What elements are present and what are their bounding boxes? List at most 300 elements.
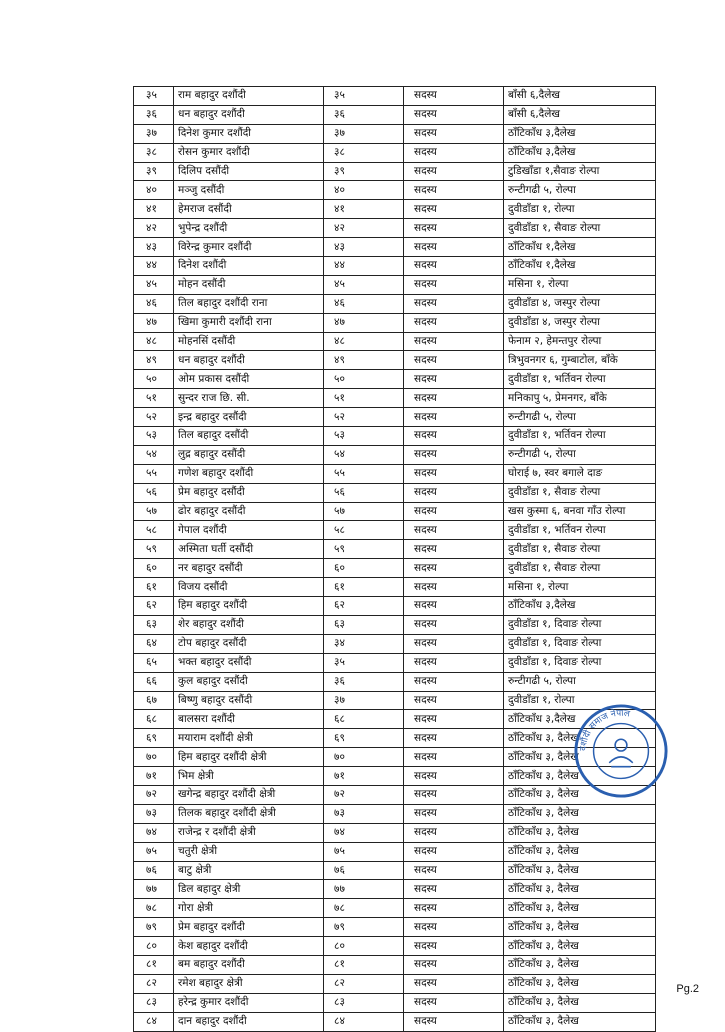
member-name-cell: इन्द्र बहादुर दसौंदी [174,408,324,427]
member-number-cell: ८३ [324,993,404,1012]
address-cell: ठाँटिकाँध ३, दैलेख [504,823,656,842]
member-number-cell: ७८ [324,899,404,918]
role-cell: सदस्य [404,332,504,351]
role-cell: सदस्य [404,445,504,464]
member-number-cell: ३८ [324,143,404,162]
table-row [134,162,656,181]
serial-number-cell: ४५ [134,275,174,294]
table-row [134,275,656,294]
table-row [134,105,656,124]
member-name-cell: सुन्दर राज छि. सी. [174,389,324,408]
member-number-cell: ७१ [324,767,404,786]
member-number-cell: ७४ [324,823,404,842]
role-cell: सदस्य [404,483,504,502]
table-row [134,181,656,200]
member-name-cell: खिमा कुमारी दशौंदी राना [174,313,324,332]
table-row [134,408,656,427]
member-name-cell: हिम बहादुर दशौंदी क्षेत्री [174,748,324,767]
member-number-cell: ६८ [324,710,404,729]
table-row [134,823,656,842]
serial-number-cell: ५४ [134,445,174,464]
role-cell: सदस्य [404,729,504,748]
serial-number-cell: ६७ [134,691,174,710]
serial-number-cell: ३८ [134,143,174,162]
role-cell: सदस्य [404,464,504,483]
member-name-cell: गणेश बहादुर दशौंदी [174,464,324,483]
address-cell: त्रिभुवनगर ६, गुम्बाटोल, बाँके [504,351,656,370]
member-number-cell: ३७ [324,691,404,710]
table-row [134,842,656,861]
address-cell: दुवीडाँडा १, सैवाङ रोल्पा [504,559,656,578]
role-cell: सदस्य [404,597,504,616]
member-name-cell: तिलक बहादुर दशौंदी क्षेत्री [174,804,324,823]
address-cell: मसिना १, रोल्पा [504,578,656,597]
member-number-cell: ४८ [324,332,404,351]
member-name-cell: नर बहादुर दसौंदी [174,559,324,578]
member-number-cell: ५१ [324,389,404,408]
role-cell: सदस्य [404,880,504,899]
serial-number-cell: ४१ [134,200,174,219]
address-cell: बाँसी ६,दैलेख [504,105,656,124]
role-cell: सदस्य [404,351,504,370]
member-name-cell: लुद्र बहादुर दसौंदी [174,445,324,464]
serial-number-cell: ७३ [134,804,174,823]
address-cell: घोराई ७, स्वर बगाले दाङ [504,464,656,483]
member-number-cell: ५६ [324,483,404,502]
table-row [134,918,656,937]
address-cell: रुन्टीगढी ५, रोल्पा [504,408,656,427]
member-name-cell: बाटु क्षेत्री [174,861,324,880]
role-cell: सदस्य [404,370,504,389]
address-cell: ठाँटिकाँध ३, दैलेख [504,842,656,861]
table-row [134,880,656,899]
table-row [134,427,656,446]
member-name-cell: चतुरी क्षेत्री [174,842,324,861]
role-cell: सदस्य [404,408,504,427]
member-name-cell: हरेन्द्र कुमार दशौंदी [174,993,324,1012]
role-cell: सदस्य [404,918,504,937]
member-name-cell: गोरा क्षेत्री [174,899,324,918]
serial-number-cell: ५८ [134,521,174,540]
role-cell: सदस्य [404,313,504,332]
table-row [134,974,656,993]
address-cell: ठाँटिकाँध ३, दैलेख [504,767,656,786]
serial-number-cell: ६१ [134,578,174,597]
serial-number-cell: ८४ [134,1012,174,1031]
address-cell: दुवीडाँडा १, दिवाङ रोल्पा [504,634,656,653]
member-name-cell: धन बहादुर दशौंदी [174,105,324,124]
address-cell: ठाँटिकाँध ३, दैलेख [504,804,656,823]
serial-number-cell: ८० [134,937,174,956]
table-row [134,521,656,540]
serial-number-cell: ६४ [134,634,174,653]
serial-number-cell: ५५ [134,464,174,483]
serial-number-cell: ५३ [134,427,174,446]
address-cell: दुवीडाँडा १, भर्तिवन रोल्पा [504,521,656,540]
member-name-cell: भुपेन्द्र दशौंदी [174,219,324,238]
member-name-cell: मोहनसिं दसौंदी [174,332,324,351]
member-number-cell: ४९ [324,351,404,370]
role-cell: सदस्य [404,275,504,294]
address-cell: ठाँटिकाँध ३,दैलेख [504,124,656,143]
role-cell: सदस्य [404,578,504,597]
serial-number-cell: ५१ [134,389,174,408]
address-cell: दुवीडाँडा १, भर्तिवन रोल्पा [504,370,656,389]
member-number-cell: ८१ [324,955,404,974]
member-number-cell: ५४ [324,445,404,464]
table-row [134,955,656,974]
member-number-cell: ३४ [324,634,404,653]
table-row [134,597,656,616]
stamp-emblem-icon [609,739,633,766]
address-cell: ठाँटिकाँध ३, दैलेख [504,1012,656,1031]
member-name-cell: भिम क्षेत्री [174,767,324,786]
member-number-cell: ४२ [324,219,404,238]
table-row [134,370,656,389]
serial-number-cell: ७७ [134,880,174,899]
serial-number-cell: ६२ [134,597,174,616]
serial-number-cell: ४९ [134,351,174,370]
address-cell: ठाँटिकाँध ३, दैलेख [504,785,656,804]
role-cell: सदस्य [404,427,504,446]
role-cell: सदस्य [404,653,504,672]
role-cell: सदस्य [404,502,504,521]
member-number-cell: ४६ [324,294,404,313]
address-cell: दुवीडाँडा १, सैवाङ रोल्पा [504,483,656,502]
address-cell: दुवीडाँडा १, सैवाङ रोल्पा [504,219,656,238]
table-row [134,200,656,219]
member-name-cell: दिनेश कुमार दशौंदी [174,124,324,143]
member-number-cell: ४० [324,181,404,200]
role-cell: सदस्य [404,785,504,804]
member-name-cell: शेर बहादुर दशौंदी [174,615,324,634]
role-cell: सदस्य [404,87,504,106]
role-cell: सदस्य [404,124,504,143]
member-name-cell: रोसन कुमार दशौंदी [174,143,324,162]
table-row [134,351,656,370]
member-number-cell: ५० [324,370,404,389]
table-row [134,861,656,880]
serial-number-cell: ८१ [134,955,174,974]
serial-number-cell: ४८ [134,332,174,351]
table-row [134,1012,656,1031]
member-number-cell: ६३ [324,615,404,634]
member-number-cell: ४५ [324,275,404,294]
table-row [134,653,656,672]
address-cell: फेनाम २, हेमन्तपुर रोल्पा [504,332,656,351]
serial-number-cell: ८२ [134,974,174,993]
address-cell: ठाँटिकाँध ३, दैलेख [504,748,656,767]
table-row [134,993,656,1012]
member-name-cell: राम बहादुर दशौंदी [174,87,324,106]
member-number-cell: ७३ [324,804,404,823]
address-cell: ठाँटिकाँध ३,दैलेख [504,597,656,616]
address-cell: ठाँटिकाँध ३, दैलेख [504,729,656,748]
member-number-cell: ५७ [324,502,404,521]
member-name-cell: ओम प्रकास दसौंदी [174,370,324,389]
table-row [134,615,656,634]
role-cell: सदस्य [404,748,504,767]
member-rows [134,87,656,1032]
serial-number-cell: ४३ [134,238,174,257]
role-cell: सदस्य [404,257,504,276]
address-cell: मसिना १, रोल्पा [504,275,656,294]
member-number-cell: ७९ [324,918,404,937]
table-row [134,464,656,483]
member-name-cell: धन बहादुर दशौंदी [174,351,324,370]
address-cell: रुन्टीगढी ५, रोल्पा [504,672,656,691]
role-cell: सदस्य [404,767,504,786]
serial-number-cell: ६६ [134,672,174,691]
address-cell: ठाँटिकाँध ३, दैलेख [504,918,656,937]
table-row [134,445,656,464]
role-cell: सदस्य [404,861,504,880]
member-name-cell: रमेश बहादुर क्षेत्री [174,974,324,993]
role-cell: सदस्य [404,634,504,653]
role-cell: सदस्य [404,540,504,559]
role-cell: सदस्य [404,559,504,578]
table-row [134,313,656,332]
member-number-cell: ४३ [324,238,404,257]
member-name-cell: प्रेम बहादुर दसौंदी [174,483,324,502]
address-cell: ठाँटिकाँध १,दैलेख [504,238,656,257]
member-number-cell: ८२ [324,974,404,993]
page-number: Pg.2 [676,983,699,995]
member-name-cell: केश बहादुर दशौंदी [174,937,324,956]
role-cell: सदस्य [404,993,504,1012]
serial-number-cell: ३७ [134,124,174,143]
table-row [134,899,656,918]
member-name-cell: मोहन दसौंदी [174,275,324,294]
address-cell: दुवीडाँडा १, सैवाङ रोल्पा [504,540,656,559]
table-row [134,502,656,521]
member-number-cell: ८० [324,937,404,956]
address-cell: ठाँटिकाँध ३, दैलेख [504,955,656,974]
member-number-cell: ७७ [324,880,404,899]
address-cell: बाँसी ६,दैलेख [504,87,656,106]
table-row [134,483,656,502]
address-cell: खस कुस्मा ६, बनवा गाँउ रोल्पा [504,502,656,521]
role-cell: सदस्य [404,842,504,861]
serial-number-cell: ७८ [134,899,174,918]
table-row [134,804,656,823]
serial-number-cell: ५० [134,370,174,389]
role-cell: सदस्य [404,219,504,238]
address-cell: दुवीडाँडा १, रोल्पा [504,200,656,219]
member-name-cell: खगेन्द्र बहादुर दशौंदी क्षेत्री [174,785,324,804]
serial-number-cell: ७१ [134,767,174,786]
address-cell: दुवीडाँडा १, दिवाङ रोल्पा [504,653,656,672]
table-row [134,238,656,257]
role-cell: सदस्य [404,823,504,842]
address-cell: दुवीडाँडा १, भर्तिवन रोल्पा [504,427,656,446]
role-cell: सदस्य [404,200,504,219]
address-cell: ठाँटिकाँध ३,दैलेख [504,710,656,729]
member-number-cell: ३९ [324,162,404,181]
serial-number-cell: ५७ [134,502,174,521]
member-name-cell: ढोर बहादुर दसौंदी [174,502,324,521]
member-number-cell: ७२ [324,785,404,804]
address-cell: दुवीडाँडा ४, जस्पुर रोल्पा [504,294,656,313]
serial-number-cell: ६० [134,559,174,578]
role-cell: सदस्य [404,181,504,200]
address-cell: रुन्टीगढी ५, रोल्पा [504,181,656,200]
role-cell: सदस्य [404,804,504,823]
table-row [134,634,656,653]
member-number-cell: ६९ [324,729,404,748]
member-number-cell: ४१ [324,200,404,219]
member-name-cell: कुल बहादुर दसौंदी [174,672,324,691]
role-cell: सदस्य [404,615,504,634]
serial-number-cell: ७९ [134,918,174,937]
table-row [134,540,656,559]
serial-number-cell: ५९ [134,540,174,559]
serial-number-cell: ७५ [134,842,174,861]
member-number-cell: ७५ [324,842,404,861]
serial-number-cell: ७६ [134,861,174,880]
role-cell: सदस्य [404,937,504,956]
member-name-cell: डिल बहादुर क्षेत्री [174,880,324,899]
serial-number-cell: ५६ [134,483,174,502]
table-row [134,937,656,956]
address-cell: ठाँटिकाँध ३, दैलेख [504,861,656,880]
table-row [134,332,656,351]
member-number-cell: ५३ [324,427,404,446]
member-name-cell: विरेन्द्र कुमार दशौंदी [174,238,324,257]
member-name-cell: अस्मिता घर्ती दसौंदी [174,540,324,559]
serial-number-cell: ६५ [134,653,174,672]
role-cell: सदस्य [404,238,504,257]
role-cell: सदस्य [404,974,504,993]
role-cell: सदस्य [404,143,504,162]
member-number-cell: ७६ [324,861,404,880]
address-cell: मनिकापु ५, प्रेमनगर, बाँके [504,389,656,408]
role-cell: सदस्य [404,105,504,124]
member-name-cell: बालसरा दशौंदी [174,710,324,729]
address-cell: ठाँटिकाँध ३, दैलेख [504,993,656,1012]
serial-number-cell: ४४ [134,257,174,276]
serial-number-cell: ७४ [134,823,174,842]
role-cell: सदस्य [404,672,504,691]
serial-number-cell: ४७ [134,313,174,332]
member-number-cell: ५९ [324,540,404,559]
member-name-cell: बिष्णु बहादुर दसौंदी [174,691,324,710]
table-row [134,672,656,691]
member-name-cell: दिनेश दशौंदी [174,257,324,276]
member-number-cell: ३७ [324,124,404,143]
member-name-cell: बम बहादुर दशौंदी [174,955,324,974]
member-name-cell: तिल बहादुर दशौंदी राना [174,294,324,313]
role-cell: सदस्य [404,162,504,181]
serial-number-cell: ६९ [134,729,174,748]
member-number-cell: ६१ [324,578,404,597]
member-name-cell: दान बहादुर दशौंदी [174,1012,324,1031]
serial-number-cell: ६३ [134,615,174,634]
role-cell: सदस्य [404,1012,504,1031]
serial-number-cell: ४६ [134,294,174,313]
member-name-cell: भक्त बहादुर दसौंदी [174,653,324,672]
member-name-cell: दिलिप दसौंदी [174,162,324,181]
table-row [134,389,656,408]
role-cell: सदस्य [404,691,504,710]
member-table [133,86,656,1032]
table-row [134,294,656,313]
role-cell: सदस्य [404,521,504,540]
member-name-cell: हेमराज दसौंदी [174,200,324,219]
address-cell: टुडिखाँडा १,सैवाङ रोल्पा [504,162,656,181]
table-row [134,124,656,143]
member-number-cell: ७० [324,748,404,767]
member-name-cell: मञ्जु दसौंदी [174,181,324,200]
member-number-cell: ५२ [324,408,404,427]
stamp-text: दशौंदी समाज नेपाल [578,708,631,752]
member-name-cell: तिल बहादुर दसौंदी [174,427,324,446]
member-name-cell: विजय दसौंदी [174,578,324,597]
member-number-cell: ३५ [324,653,404,672]
role-cell: सदस्य [404,710,504,729]
table-row [134,257,656,276]
table-row [134,559,656,578]
address-cell: दुवीडाँडा १, दिवाङ रोल्पा [504,615,656,634]
role-cell: सदस्य [404,955,504,974]
serial-number-cell: ७२ [134,785,174,804]
member-number-cell: ४७ [324,313,404,332]
address-cell: दुवीडाँडा १, रोल्पा [504,691,656,710]
serial-number-cell: ८३ [134,993,174,1012]
address-cell: ठाँटिकाँध १,दैलेख [504,257,656,276]
member-name-cell: गेपाल दशौंदी [174,521,324,540]
serial-number-cell: ३५ [134,87,174,106]
serial-number-cell: ३६ [134,105,174,124]
member-name-cell: टोप बहादुर दसौंदी [174,634,324,653]
serial-number-cell: ६८ [134,710,174,729]
table-row [134,219,656,238]
role-cell: सदस्य [404,294,504,313]
member-number-cell: ६२ [324,597,404,616]
member-name-cell: हिम बहादुर दशौंदी [174,597,324,616]
member-name-cell: प्रेम बहादुर दशौंदी [174,918,324,937]
serial-number-cell: ७० [134,748,174,767]
serial-number-cell: ४२ [134,219,174,238]
role-cell: सदस्य [404,389,504,408]
member-number-cell: ८४ [324,1012,404,1031]
serial-number-cell: ४० [134,181,174,200]
member-number-cell: ५८ [324,521,404,540]
member-number-cell: ४४ [324,257,404,276]
table-row [134,143,656,162]
serial-number-cell: ३९ [134,162,174,181]
address-cell: ठाँटिकाँध ३, दैलेख [504,899,656,918]
address-cell: ठाँटिकाँध ३, दैलेख [504,974,656,993]
member-number-cell: ३६ [324,672,404,691]
role-cell: सदस्य [404,899,504,918]
member-number-cell: ३५ [324,87,404,106]
member-name-cell: राजेन्द्र र दशौंदी क्षेत्री [174,823,324,842]
table-row [134,578,656,597]
address-cell: ठाँटिकाँध ३, दैलेख [504,880,656,899]
table-row [134,87,656,106]
member-name-cell: मयाराम दशौंदी क्षेत्री [174,729,324,748]
serial-number-cell: ५२ [134,408,174,427]
address-cell: ठाँटिकाँध ३,दैलेख [504,143,656,162]
address-cell: दुवीडाँडा ४, जस्पुर रोल्पा [504,313,656,332]
member-number-cell: ३६ [324,105,404,124]
organization-stamp [572,702,670,800]
member-number-cell: ५५ [324,464,404,483]
address-cell: ठाँटिकाँध ३, दैलेख [504,937,656,956]
address-cell: रुन्टीगढी ५, रोल्पा [504,445,656,464]
member-number-cell: ६० [324,559,404,578]
